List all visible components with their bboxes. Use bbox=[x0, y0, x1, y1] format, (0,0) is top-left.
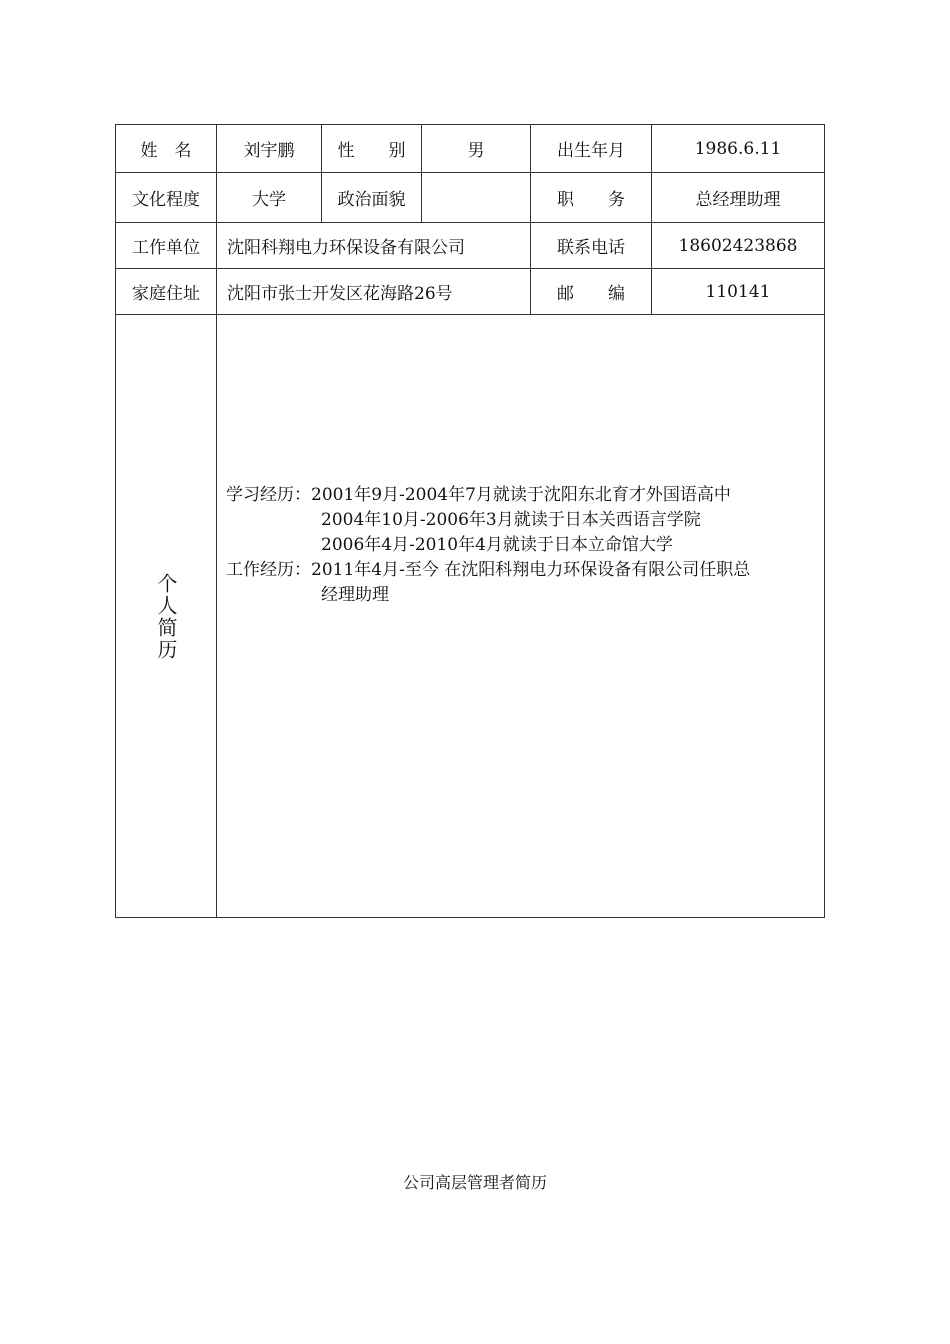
name-value: 刘宇鹏 bbox=[243, 141, 295, 161]
postcode-value: 110141 bbox=[705, 281, 771, 302]
address-value: 沈阳市张士开发区花海路26号 bbox=[227, 284, 453, 304]
work-line-2: 经理助理 bbox=[321, 585, 389, 605]
study-line-3: 2006年4月-2010年4月就读于日本立命馆大学 bbox=[321, 535, 673, 555]
resume-label-cell bbox=[116, 315, 216, 918]
study-line-1: 学习经历：2001年9月-2004年7月就读于沈阳东北育才外国语高中 bbox=[226, 485, 731, 505]
education-label: 文化程度 bbox=[132, 190, 200, 210]
resume-table bbox=[115, 124, 825, 918]
phone-value: 18602423868 bbox=[678, 235, 798, 256]
birth-label: 出生年月 bbox=[557, 141, 625, 161]
education-value: 大学 bbox=[252, 190, 286, 210]
resume-label: 个人简历 bbox=[154, 572, 178, 661]
address-label: 家庭住址 bbox=[132, 284, 200, 304]
gender-label: 性 别 bbox=[337, 141, 406, 161]
resume-content bbox=[226, 483, 821, 608]
study-line-2: 2004年10月-2006年3月就读于日本关西语言学院 bbox=[321, 510, 701, 530]
postcode-label: 邮 编 bbox=[557, 284, 625, 304]
political-label: 政治面貌 bbox=[337, 190, 406, 210]
employer-value: 沈阳科翔电力环保设备有限公司 bbox=[227, 238, 465, 258]
position-label: 职 务 bbox=[557, 190, 625, 210]
phone-label: 联系电话 bbox=[557, 238, 625, 258]
employer-label: 工作单位 bbox=[132, 238, 200, 258]
birth-value: 1986.6.11 bbox=[694, 138, 782, 159]
row-divider bbox=[116, 314, 824, 315]
page-caption: 公司高层管理者简历 bbox=[402, 1173, 547, 1192]
position-value: 总经理助理 bbox=[695, 190, 781, 210]
work-line-1: 工作经历：2011年4月-至今 在沈阳科翔电力环保设备有限公司任职总 bbox=[226, 560, 751, 580]
name-label: 姓 名 bbox=[140, 141, 192, 161]
political-value bbox=[422, 173, 530, 222]
gender-value: 男 bbox=[467, 141, 485, 161]
